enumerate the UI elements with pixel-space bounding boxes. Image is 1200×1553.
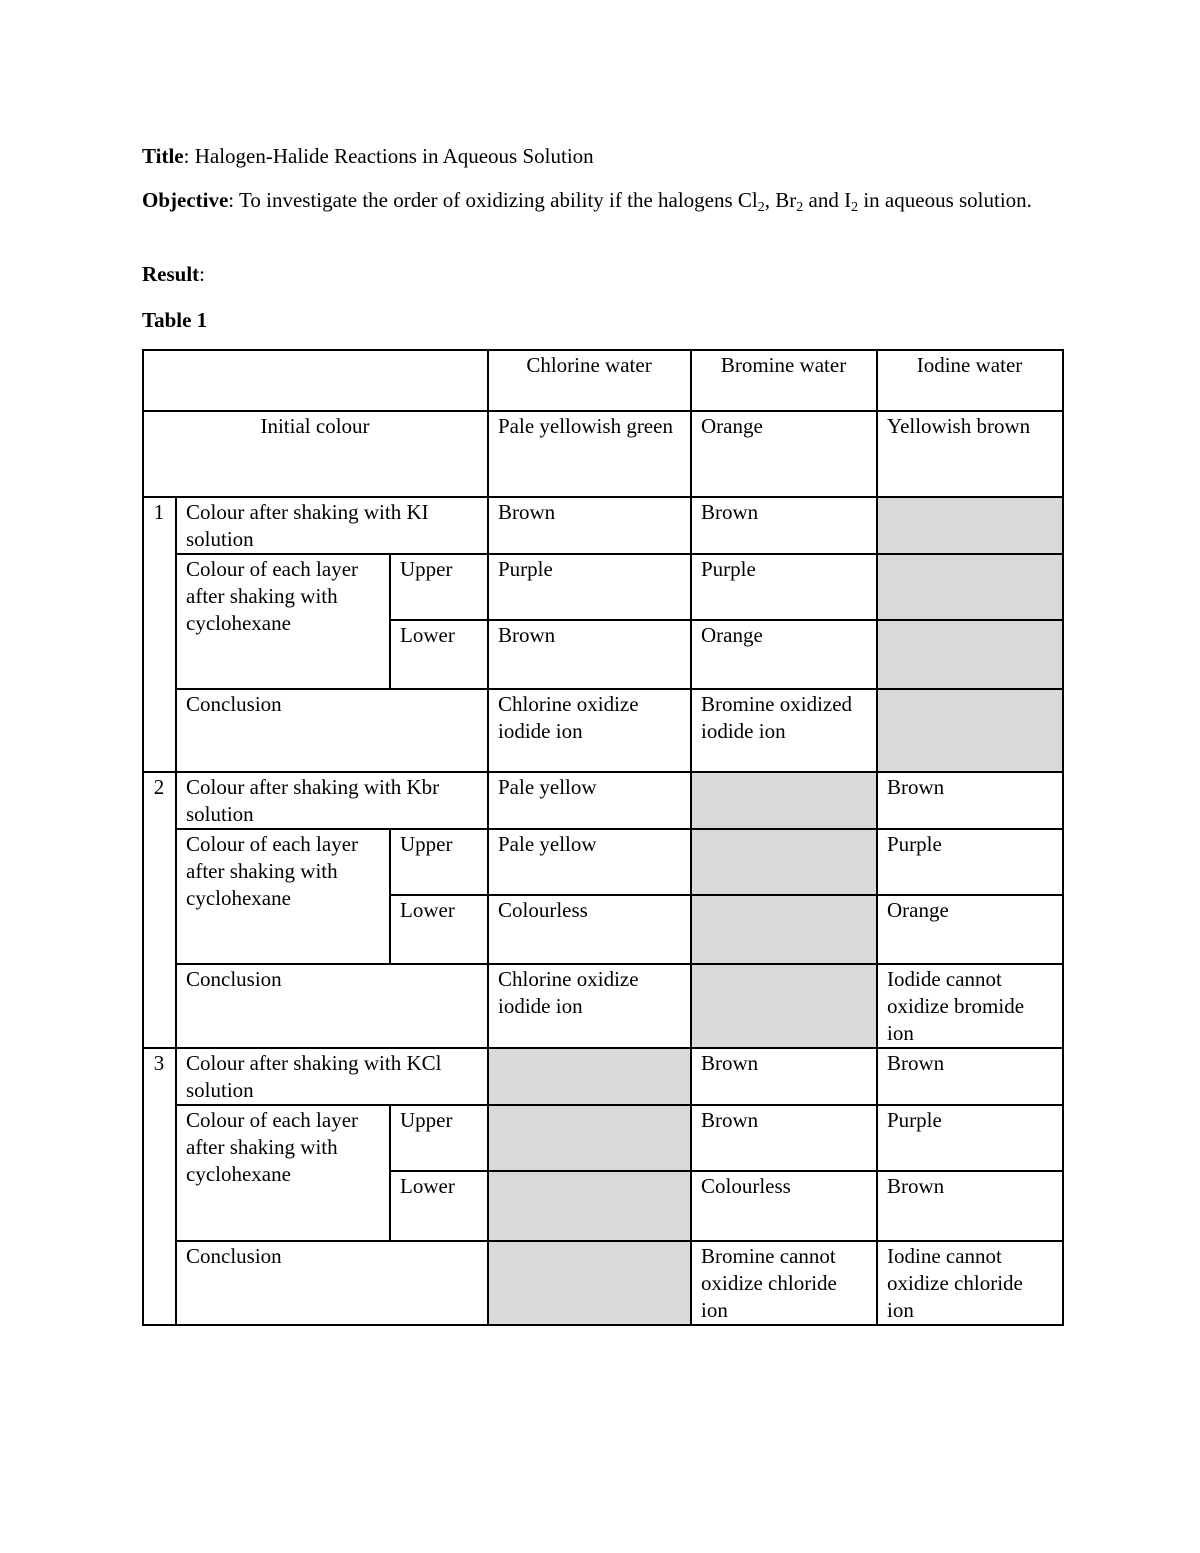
shaded-cell: [488, 1048, 691, 1105]
shake-label: Colour after shaking with Kbr solution: [176, 772, 488, 829]
table-cell: Colourless: [488, 895, 691, 964]
shaded-cell: [488, 1171, 691, 1241]
table-cell: Pale yellowish green: [488, 411, 691, 497]
experiment-3-conclusion-row: [143, 1241, 1063, 1325]
column-header-iodine: Iodine water: [877, 350, 1063, 411]
column-header-chlorine: Chlorine water: [488, 350, 691, 411]
shaded-cell: [691, 895, 877, 964]
table-cell: Purple: [877, 1105, 1063, 1171]
results-table: [142, 349, 1064, 1326]
table-cell: Purple: [691, 554, 877, 620]
table-cell: Bromine oxidized iodide ion: [691, 689, 877, 772]
table-cell: Brown: [691, 1105, 877, 1171]
layer-label: Colour of each layer after shaking with cyclohexane: [176, 554, 390, 689]
table-cell: Orange: [877, 895, 1063, 964]
table-cell: Purple: [877, 829, 1063, 895]
table-cell: Chlorine oxidize iodide ion: [488, 689, 691, 772]
experiment-number: 2: [143, 772, 176, 1048]
table-caption-text: Table 1: [142, 308, 208, 332]
upper-label: Upper: [390, 554, 488, 620]
table-cell: Iodine cannot oxidize chloride ion: [877, 1241, 1063, 1325]
document-title: Title: Halogen-Halide Reactions in Aqueous Solution: [142, 144, 594, 168]
experiment-2-conclusion-row: [143, 964, 1063, 1048]
objective-label: Objective: [142, 188, 229, 212]
layer-label: Colour of each layer after shaking with cyclohexane: [176, 1105, 390, 1241]
table-cell: Brown: [877, 772, 1063, 829]
experiment-number: 1: [143, 497, 176, 772]
table-cell: Iodide cannot oxidize bromide ion: [877, 964, 1063, 1048]
objective-subscript: 2: [851, 200, 859, 215]
shaded-cell: [877, 689, 1063, 772]
conclusion-label: Conclusion: [176, 964, 488, 1048]
initial-colour-row: [143, 411, 1063, 497]
experiment-number: 3: [143, 1048, 176, 1325]
table-cell: Pale yellow: [488, 829, 691, 895]
experiment-2-upper-row: [143, 829, 1063, 895]
table-cell: Pale yellow: [488, 772, 691, 829]
table-cell: Orange: [691, 411, 877, 497]
experiment-3-shake-row: [143, 1048, 1063, 1105]
table-cell: Purple: [488, 554, 691, 620]
title-text: Halogen-Halide Reactions in Aqueous Solution: [194, 144, 594, 168]
lower-label: Lower: [390, 620, 488, 689]
column-header-bromine: Bromine water: [691, 350, 877, 411]
table-cell: Brown: [691, 497, 877, 554]
table-cell: Bromine cannot oxidize chloride ion: [691, 1241, 877, 1325]
shaded-cell: [691, 964, 877, 1048]
upper-label: Upper: [390, 1105, 488, 1171]
conclusion-label: Conclusion: [176, 689, 488, 772]
experiment-1-conclusion-row: [143, 689, 1063, 772]
objective-subscript: 2: [757, 200, 765, 215]
objective-subscript: 2: [796, 200, 804, 215]
lower-label: Lower: [390, 895, 488, 964]
header-empty-cell: [143, 350, 488, 411]
lower-label: Lower: [390, 1171, 488, 1241]
result-heading: Result:: [142, 262, 206, 286]
initial-colour-label: Initial colour: [143, 411, 488, 497]
shaded-cell: [877, 620, 1063, 689]
objective-text: in aqueous solution.: [858, 188, 1032, 212]
shaded-cell: [877, 554, 1063, 620]
table-cell: Yellowish brown: [877, 411, 1063, 497]
objective-text: and I: [803, 188, 852, 212]
shake-label: Colour after shaking with KCl solution: [176, 1048, 488, 1105]
shaded-cell: [488, 1105, 691, 1171]
shaded-cell: [691, 829, 877, 895]
table-cell: Brown: [488, 620, 691, 689]
shake-label: Colour after shaking with KI solution: [176, 497, 488, 554]
objective-paragraph: Objective: To investigate the order of oxidizing ability if the halogens $Cl_2$, $Br_2$ and $I_2$ in aqueous solution.: [142, 188, 1032, 215]
shaded-cell: [691, 772, 877, 829]
table-cell: Brown: [877, 1048, 1063, 1105]
shaded-cell: [488, 1241, 691, 1325]
table-cell: Orange: [691, 620, 877, 689]
result-label: Result: [142, 262, 200, 286]
title-label: Title: [142, 144, 184, 168]
conclusion-label: Conclusion: [176, 1241, 488, 1325]
table-cell: Colourless: [691, 1171, 877, 1241]
experiment-2-shake-row: [143, 772, 1063, 829]
upper-label: Upper: [390, 829, 488, 895]
objective-text: , Br: [764, 188, 797, 212]
table-header-row: [143, 350, 1063, 411]
experiment-1-upper-row: [143, 554, 1063, 620]
table-caption: [142, 306, 207, 335]
table-cell: Chlorine oxidize iodide ion: [488, 964, 691, 1048]
experiment-1-shake-row: [143, 497, 1063, 554]
table-cell: Brown: [488, 497, 691, 554]
layer-label: Colour of each layer after shaking with cyclohexane: [176, 829, 390, 964]
experiment-3-upper-row: [143, 1105, 1063, 1171]
shaded-cell: [877, 497, 1063, 554]
objective-text: To investigate the order of oxidizing ability if the halogens Cl: [239, 188, 758, 212]
table-cell: Brown: [691, 1048, 877, 1105]
table-cell: Brown: [877, 1171, 1063, 1241]
